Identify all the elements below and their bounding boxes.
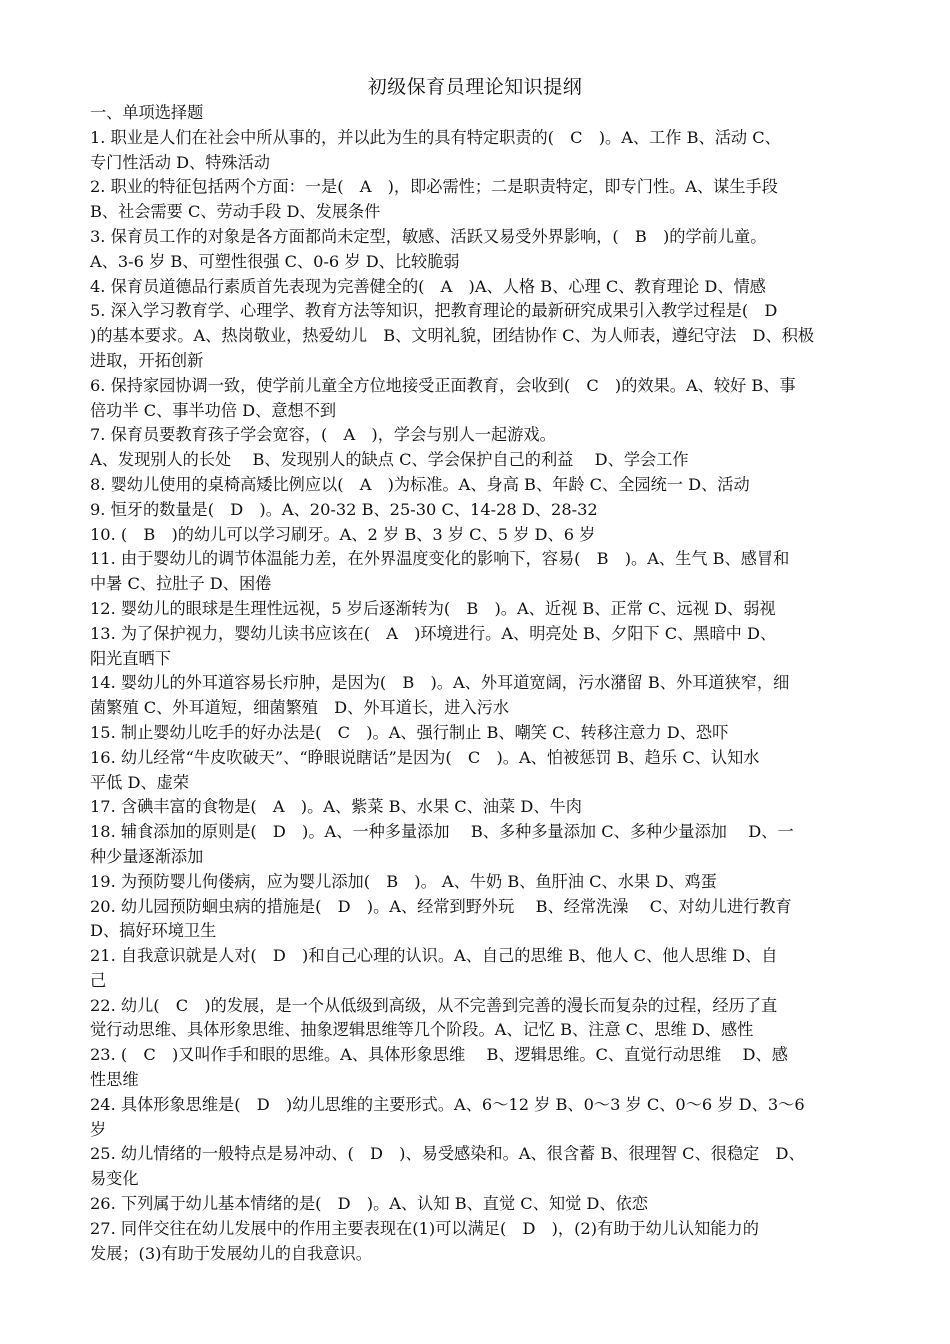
text-line: 19. 为预防婴儿佝偻病，应为婴儿添加( B )。 A、牛奶 B、鱼肝油 C、水果 D、鸡蛋 [90,871,717,891]
text-line: 己 [90,970,107,990]
text-line: B、社会需要 C、劳动手段 D、发展条件 [90,202,381,222]
text-line: 平低 D、虚荣 [90,772,190,792]
text-line: 8. 婴幼儿使用的桌椅高矮比例应以( A )为标准。A、身高 B、年龄 C、全园统一 D、活动 [90,474,750,494]
text-line: 易变化 [90,1169,139,1189]
text-line: 6. 保持家园协调一致，使学前儿童全方位地接受正面教育，会收到( C )的效果。A、较好 B、事 [90,375,796,395]
text-line: 专门性活动 D、特殊活动 [90,152,270,172]
text-line: 觉行动思维、具体形象思维、抽象逻辑思维等几个阶段。A、记忆 B、注意 C、思维 D、感性 [90,1020,754,1040]
text-line: 10. ( B )的幼儿可以学习刷牙。A、2 岁 B、3 岁 C、5 岁 D、6 岁 [90,524,596,544]
text-line: 阳光直晒下 [90,648,171,668]
text-line: 倍功半 C、事半功倍 D、意想不到 [90,400,337,420]
text-line: )的基本要求。A、热岗敬业，热爱幼儿 B、文明礼貌，团结协作 C、为人师表，遵纪守法 D、积极 [90,326,815,346]
text-line: 5. 深入学习教育学、心理学、教育方法等知识，把教育理论的最新研究成果引入教学过程是( D [90,301,778,321]
text-line: 种少量逐渐添加 [90,846,204,866]
text-line: 进取，开拓创新 [90,350,204,370]
text-line: 4. 保育员道德品行素质首先表现为完善健全的( A )A、人格 B、心理 C、教育理论 D、情感 [90,276,766,296]
text-line: 25. 幼儿情绪的一般特点是易冲动、( D )、易受感染和。A、很含蓄 B、很理智 C、很稳定 D、 [90,1144,805,1164]
text-line: 14. 婴幼儿的外耳道容易长疖肿，是因为( B )。A、外耳道宽阔，污水潴留 B、外耳道狭窄，细 [90,673,790,693]
section-heading: 一、单项选择题 [90,103,204,122]
text-line: 16. 幼儿经常“牛皮吹破天”、“睁眼说瞎话”是因为( C )。A、怕被惩罚 B、趋乐 C、认知水 [90,747,760,767]
text-line: 中暑 C、拉肚子 D、困倦 [90,574,272,594]
text-line: 性思维 [90,1070,139,1090]
text-line: 9. 恒牙的数量是( D )。A、20-32 B、25-30 C、14-28 D、28-32 [90,499,598,519]
document-title: 初级保育员理论知识提纲 [367,76,583,98]
text-line: 26. 下列属于幼儿基本情绪的是( D )。A、认知 B、直觉 C、知觉 D、依恋 [90,1194,648,1214]
text-line: 21. 自我意识就是人对( D )和自己心理的认识。A、自己的思维 B、他人 C、他人思维 D、自 [90,946,778,966]
text-line: 27. 同伴交往在幼儿发展中的作用主要表现在(1)可以满足( D )，(2)有助于幼儿认知能力的 [90,1218,759,1238]
document-body [90,101,882,1266]
text-line: 11. 由于婴幼儿的调节体温能力差，在外界温度变化的影响下，容易( B )。A、生气 B、感冒和 [90,549,790,569]
text-line: 3. 保育员工作的对象是各方面都尚未定型，敏感、活跃又易受外界影响，( B )的学前儿童。 [90,226,767,246]
text-line: 发展；(3)有助于发展幼儿的自我意识。 [90,1243,372,1263]
text-line: 20. 幼儿园预防蛔虫病的措施是( D )。A、经常到野外玩 B、经常洗澡 C、对幼儿进行教育 [90,896,792,916]
text-line: 1. 职业是人们在社会中所从事的，并以此为生的具有特定职责的( C )。A、工作 B、活动 C、 [90,127,781,147]
text-line: 22. 幼儿( C )的发展，是一个从低级到高级，从不完善到完善的漫长而复杂的过程，经历了直 [90,995,778,1015]
text-line: 岁 [90,1119,107,1139]
text-line: D、搞好环境卫生 [90,921,217,941]
text-line: 2. 职业的特征包括两个方面：一是( A )，即必需性；二是职责特定，即专门性。A、谋生手段 [90,177,778,197]
text-line: A、发现别人的长处 B、发现别人的缺点 C、学会保护自己的利益 D、学会工作 [90,450,689,470]
text-line: 18. 辅食添加的原则是( D )。A、一种多量添加 B、多种多量添加 C、多种少量添加 D、一 [90,822,794,842]
text-line: 17. 含碘丰富的食物是( A )。A、紫菜 B、水果 C、油菜 D、牛肉 [90,797,582,817]
text-line: 24. 具体形象思维是( D )幼儿思维的主要形式。A、6～12 岁 B、0～3 岁 C、0～6 岁 D、3～6 [90,1094,805,1114]
text-line: 23. ( C )又叫作手和眼的思维。A、具体形象思维 B、逻辑思维。C、直觉行动思维 D、感 [90,1045,788,1065]
text-line: A、3-6 岁 B、可塑性很强 C、0-6 岁 D、比较脆弱 [90,251,460,271]
text-line: 菌繁殖 C、外耳道短，细菌繁殖 D、外耳道长，进入污水 [90,698,510,718]
text-line: 12. 婴幼儿的眼球是生理性远视，5 岁后逐渐转为( B )。A、近视 B、正常 C、远视 D、弱视 [90,598,776,618]
text-line: 7. 保育员要教育孩子学会宽容，( A )，学会与别人一起游戏。 [90,425,556,445]
text-line: 15. 制止婴幼儿吃手的好办法是( C )。A、强行制止 B、嘲笑 C、转移注意力 D、恐吓 [90,722,729,742]
text-line: 13. 为了保护视力，婴幼儿读书应该在( A )环境进行。A、明亮处 B、夕阳下 C、黑暗中 D、 [90,623,777,643]
